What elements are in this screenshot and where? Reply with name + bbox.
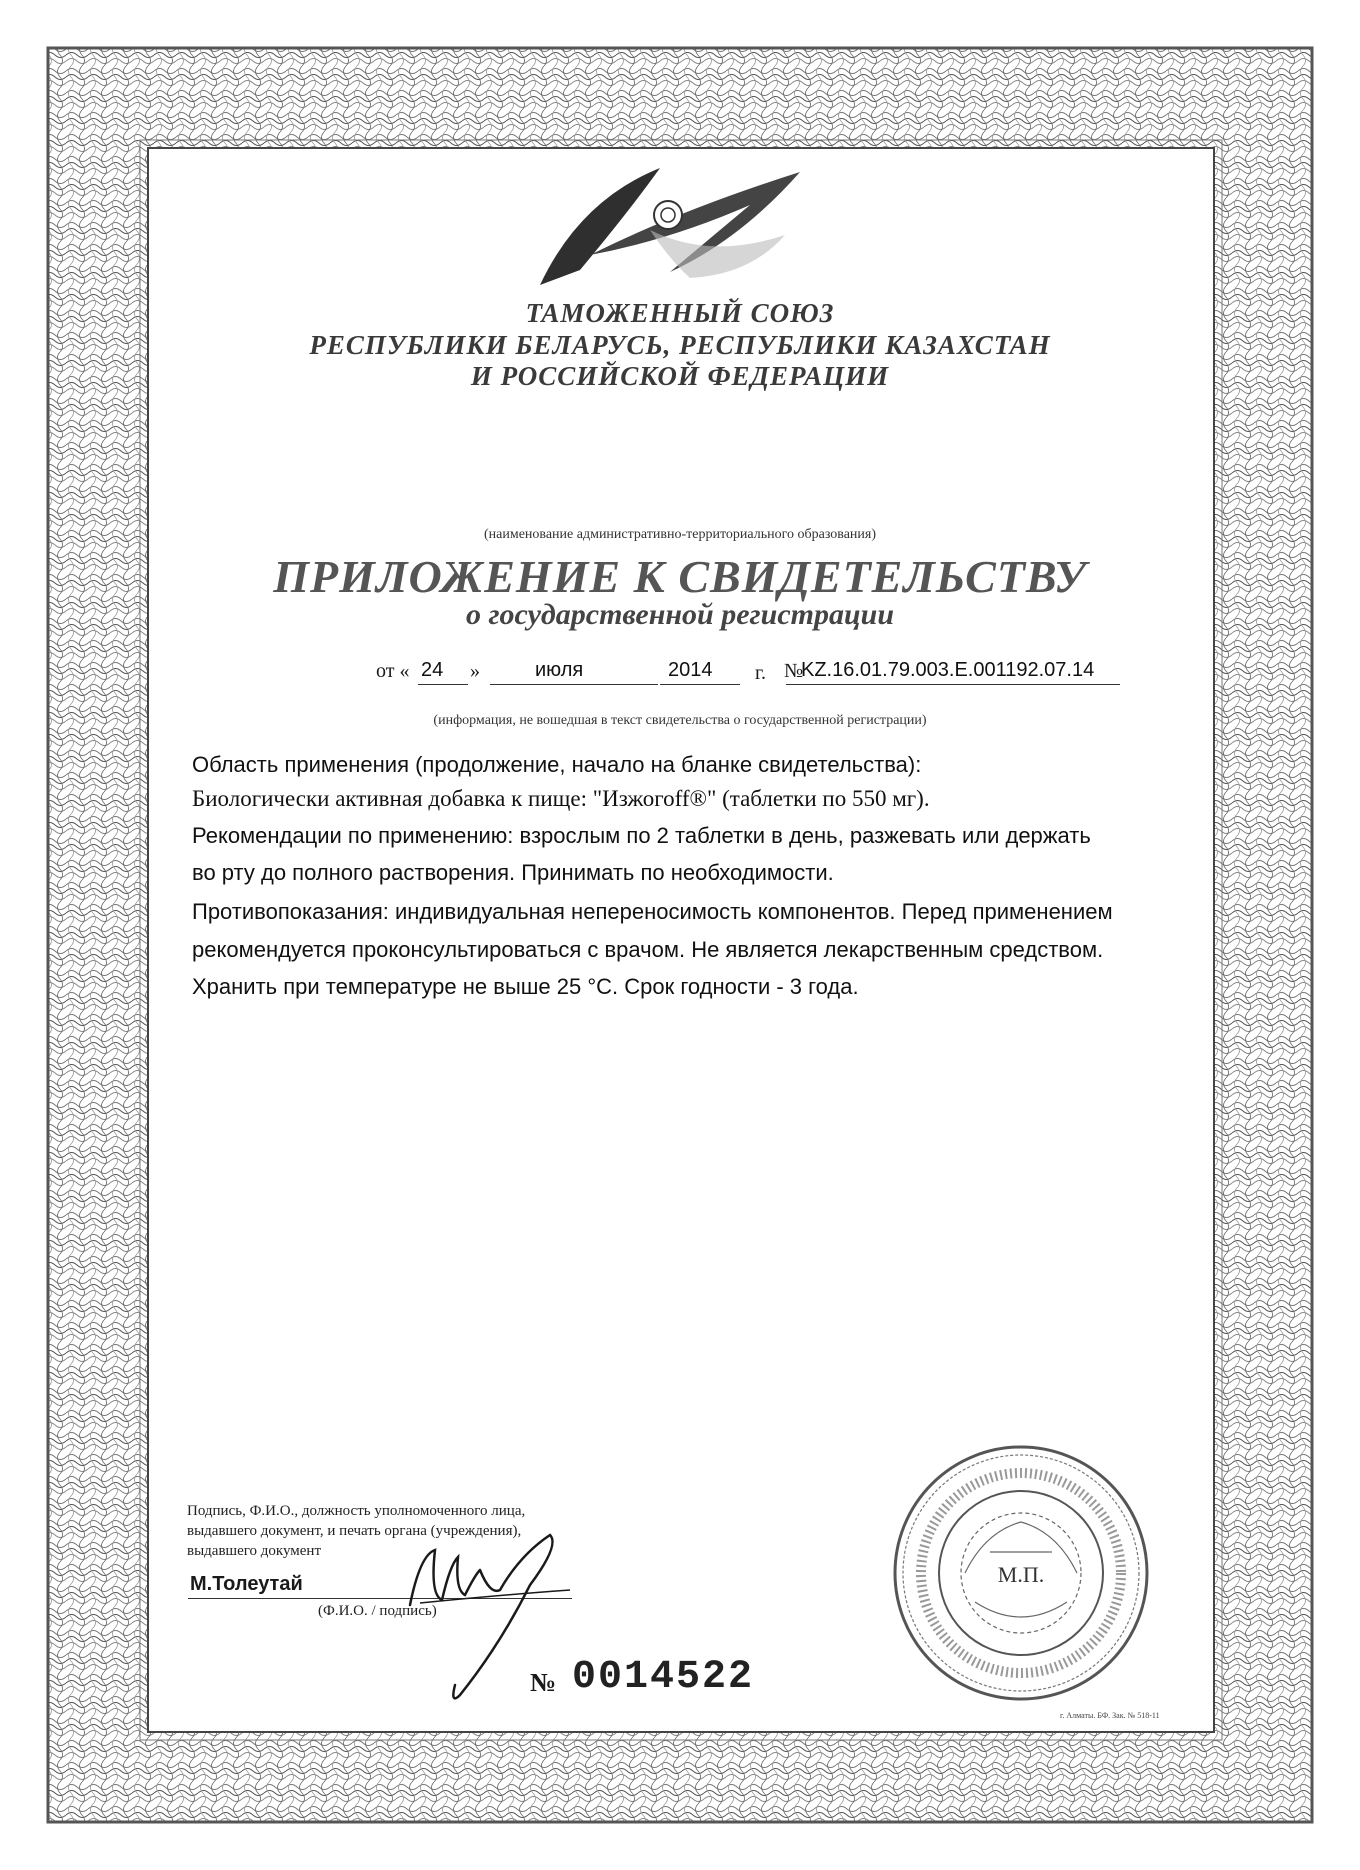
serial-number-prefix: № xyxy=(530,1668,557,1697)
date-year: 2014 xyxy=(668,659,713,681)
date-close-quote: » xyxy=(470,660,480,682)
info-caption: (информация, не вошедшая в текст свидетельства о государственной регистрации) xyxy=(433,713,927,728)
signer-name-caption: (Ф.И.О. / подпись) xyxy=(318,1603,437,1619)
signature-caption-line-1: Подпись, Ф.И.О., должность уполномоченного лица, xyxy=(187,1503,526,1519)
official-stamp xyxy=(890,1442,1152,1704)
serial-number: 0014522 xyxy=(572,1655,755,1700)
stamp-label: М.П. xyxy=(997,1562,1045,1587)
page-subtitle: о государственной регистрации xyxy=(465,598,895,631)
date-month: июля xyxy=(535,659,584,681)
page-title: ПРИЛОЖЕНИЕ К СВИДЕТЕЛЬСТВУ xyxy=(273,551,1087,602)
body-line-1: Область применения (продолжение, начало на бланке свидетельства): xyxy=(192,752,922,777)
date-day: 24 xyxy=(421,659,444,681)
date-prefix: от « xyxy=(376,660,410,682)
signature-caption-line-3: выдавшего документ xyxy=(187,1543,322,1559)
registration-number-prefix: № xyxy=(784,660,804,682)
customs-union-emblem xyxy=(520,160,810,290)
body-line-4: во рту до полного растворения. Принимать по необходимости. xyxy=(192,860,834,885)
printer-note: г. Алматы. БФ. Зак. № 518-11 xyxy=(1060,1711,1160,1720)
body-line-7: Хранить при температуре не выше 25 °С. Срок годности - 3 года. xyxy=(192,974,859,999)
header-line-1: ТАМОЖЕННЫЙ СОЮЗ xyxy=(525,298,835,328)
header-line-2: РЕСПУБЛИКИ БЕЛАРУСЬ, РЕСПУБЛИКИ КАЗАХСТАН xyxy=(309,330,1051,360)
territory-caption: (наименование административно-территориального образования) xyxy=(483,527,877,542)
body-line-6: рекомендуется проконсультироваться с врачом. Не является лекарственным средством. xyxy=(192,937,1104,962)
date-year-suffix: г. xyxy=(755,662,766,684)
signature-caption-line-2: выдавшего документ, и печать органа (учреждения), xyxy=(187,1523,522,1539)
registration-number: KZ.16.01.79.003.E.001192.07.14 xyxy=(801,659,1095,681)
body-line-5: Противопоказания: индивидуальная непереносимость компонентов. Перед применением xyxy=(192,899,1113,924)
signer-name: М.Толеутай xyxy=(190,1573,303,1595)
header-line-3: И РОССИЙСКОЙ ФЕДЕРАЦИИ xyxy=(470,361,890,391)
body-line-3: Рекомендации по применению: взрослым по 2 таблетки в день, разжевать или держать xyxy=(192,823,1091,848)
body-line-2: Биологически активная добавка к пище: "Изжогоff®" (таблетки по 550 мг). xyxy=(192,786,930,811)
